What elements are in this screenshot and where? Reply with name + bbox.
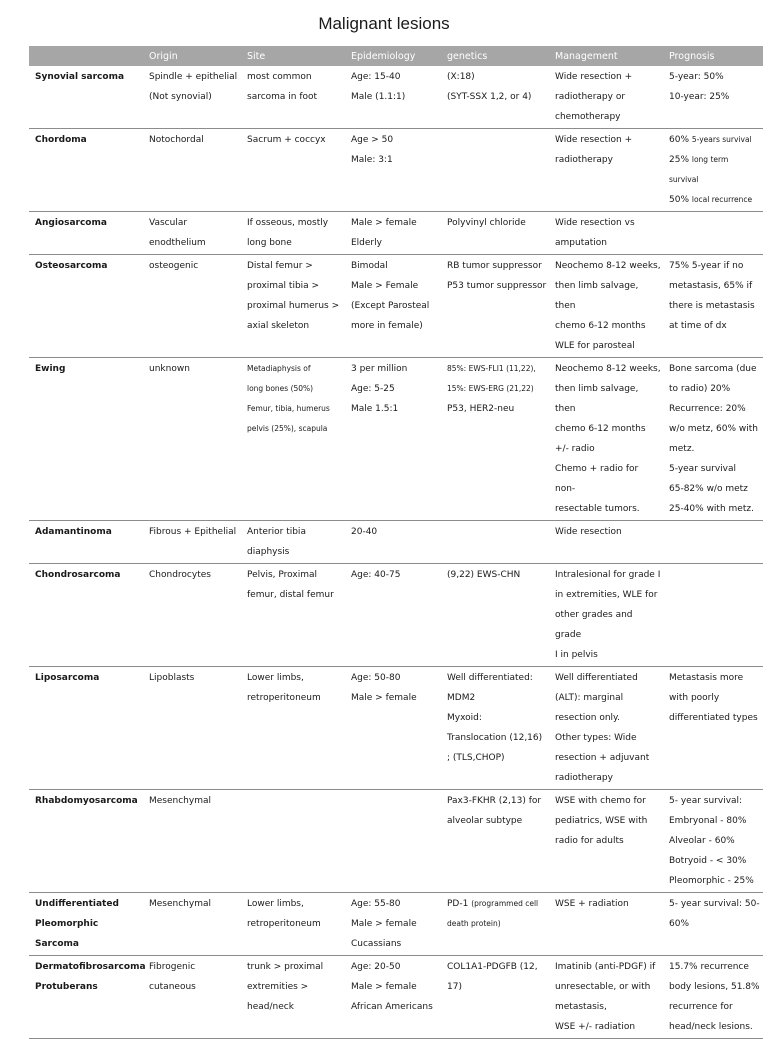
cell-line: (Not synovial) [149, 92, 212, 102]
cell-line: Chondrosarcoma [35, 570, 121, 580]
table-row [29, 956, 763, 1039]
cell-line: amputation [555, 238, 607, 248]
cell-line: 60% [669, 919, 690, 929]
site-cell [241, 255, 345, 358]
cell-line: RB tumor suppressor [447, 261, 542, 271]
genetics-cell [441, 667, 549, 790]
cell-line [669, 130, 761, 150]
table-row [29, 893, 763, 956]
cell-line: metastasis, 65% if [669, 281, 753, 291]
table-row [29, 564, 763, 667]
epidemiology-cell [345, 893, 441, 956]
header-cell [29, 46, 143, 66]
prognosis-cell [663, 564, 763, 667]
cell-line: (SYT-SSX 1,2, or 4) [447, 92, 532, 102]
cell-line: Polyvinyl chloride [447, 218, 526, 228]
cell-line: 25-40% with metz. [669, 504, 754, 514]
cell-text: 60% [669, 135, 692, 145]
cell-line: 65-82% w/o metz [669, 484, 748, 494]
cell-line: P53 tumor suppressor [447, 281, 547, 291]
cell-line: I in pelvis [555, 650, 598, 660]
cell-line: resection + adjuvant [555, 753, 650, 763]
cell-line: Age: 55-80 [351, 899, 401, 909]
origin-cell [143, 956, 241, 1039]
cell-line: w/o metz, 60% with [669, 424, 758, 434]
cell-line: Male 1.5:1 [351, 404, 399, 414]
management-cell [549, 790, 663, 893]
cell-line: head/neck lesions. [669, 1022, 753, 1032]
header-cell: Management [549, 46, 663, 66]
cell-line: 5-year survival [669, 464, 737, 474]
cell-line: WSE + radiation [555, 899, 629, 909]
cell-line: Adamantinoma [35, 527, 112, 537]
cell-line: retroperitoneum [247, 919, 321, 929]
cell-line: Age: 50-80 [351, 673, 401, 683]
cell-line: unresectable, or with [555, 982, 651, 992]
cell-line: Vascular [149, 218, 188, 228]
cell-line: Elderly [351, 238, 382, 248]
cell-line [669, 170, 761, 190]
cell-line: Well differentiated [555, 673, 638, 683]
cell-line: diaphysis [247, 547, 290, 557]
cell-line: chemotherapy [555, 112, 621, 122]
cell-line: Fibrous + Epithelial [149, 527, 237, 537]
cell-line: resection only. [555, 713, 620, 723]
cell-line: Bone sarcoma (due [669, 364, 757, 374]
cell-line: WLE for parosteal [555, 341, 635, 351]
epidemiology-cell [345, 129, 441, 212]
table-row [29, 667, 763, 790]
cell-line: 5-year: 50% [669, 72, 724, 82]
cell-text: PD-1 [447, 899, 472, 909]
cell-line: differentiated types [669, 713, 758, 723]
lesion-name-cell [29, 66, 143, 129]
cell-text: 50% [669, 195, 692, 205]
cell-line: sarcoma in foot [247, 92, 318, 102]
genetics-cell [441, 564, 549, 667]
site-cell [241, 564, 345, 667]
cell-line: Fibrogenic [149, 962, 196, 972]
cell-line: then limb salvage, then [555, 384, 639, 414]
table-row [29, 66, 763, 129]
genetics-cell [441, 893, 549, 956]
cell-line: pediatrics, WSE with [555, 816, 648, 826]
cell-line: Translocation (12,16) [447, 733, 543, 743]
cell-line: COL1A1-PDGFB (12, [447, 962, 538, 972]
cell-line: Chemo + radio for non- [555, 464, 639, 494]
management-cell [549, 893, 663, 956]
prognosis-cell [663, 358, 763, 521]
cell-line: P53, HER2-neu [447, 404, 515, 414]
genetics-cell [441, 129, 549, 212]
lesion-name-cell [29, 358, 143, 521]
cell-line: 3 per million [351, 364, 408, 374]
cell-line: Wide resection vs [555, 218, 635, 228]
header-cell: Origin [143, 46, 241, 66]
lesion-name-cell [29, 212, 143, 255]
cell-line [447, 914, 547, 934]
prognosis-cell [663, 129, 763, 212]
header-cell: Epidemiology [345, 46, 441, 66]
cell-line: Sacrum + coccyx [247, 135, 326, 145]
cell-text: 25% [669, 155, 692, 165]
cell-line: Bimodal [351, 261, 388, 271]
cell-note: long term [691, 155, 729, 164]
management-cell [549, 255, 663, 358]
management-cell [549, 358, 663, 521]
cell-line: radio for adults [555, 836, 624, 846]
cell-line: Recurrence: 20% [669, 404, 746, 414]
lesion-name-cell [29, 667, 143, 790]
table-row [29, 129, 763, 212]
cell-line [669, 150, 761, 170]
cell-line: head/neck [247, 1002, 294, 1012]
table-row [29, 255, 763, 358]
header-cell: Prognosis [663, 46, 763, 66]
site-cell [241, 893, 345, 956]
cell-line: Well differentiated: [447, 673, 533, 683]
cell-line: Botryoid - < 30% [669, 856, 747, 866]
cell-line: Lower limbs, [247, 899, 304, 909]
cell-line: 15%: EWS-ERG (21,22) [447, 384, 534, 393]
cell-line: Age: 5-25 [351, 384, 395, 394]
cell-line: ; (TLS,CHOP) [447, 753, 505, 763]
site-cell [241, 66, 345, 129]
origin-cell [143, 255, 241, 358]
cell-line: Undifferentiated [35, 899, 119, 909]
cell-line: Synovial sarcoma [35, 72, 125, 82]
cell-line: Ewing [35, 364, 66, 374]
cell-line: to radio) 20% [669, 384, 731, 394]
management-cell [549, 129, 663, 212]
cell-line: Male > Female [351, 281, 419, 291]
cell-line: Age: 15-40 [351, 72, 401, 82]
cell-line: other grades and grade [555, 610, 633, 640]
cell-line: 5- year survival: [669, 796, 743, 806]
header-cell: genetics [441, 46, 549, 66]
table-row [29, 790, 763, 893]
site-cell [241, 358, 345, 521]
cell-line: 10-year: 25% [669, 92, 730, 102]
site-cell [241, 667, 345, 790]
origin-cell [143, 521, 241, 564]
cell-line: radiotherapy [555, 155, 613, 165]
prognosis-cell [663, 893, 763, 956]
cell-line: Male: 3:1 [351, 155, 393, 165]
cell-line: retroperitoneum [247, 693, 321, 703]
genetics-cell [441, 790, 549, 893]
cell-line: Pelvis, Proximal [247, 570, 317, 580]
cell-line: then limb salvage, then [555, 281, 639, 311]
table-row [29, 358, 763, 521]
cell-line: Pleomorphic - 25% [669, 876, 754, 886]
cell-line: (X:18) [447, 72, 475, 82]
cell-line: Femur, tibia, humerus [247, 404, 330, 413]
cell-line: unknown [149, 364, 190, 374]
cell-line: 20-40 [351, 527, 378, 537]
table-header-row [29, 46, 763, 66]
cell-line: MDM2 [447, 693, 476, 703]
cell-line: Pleomorphic Sarcoma [35, 919, 99, 949]
cell-line: Myxoid: [447, 713, 482, 723]
epidemiology-cell [345, 521, 441, 564]
cell-note: survival [669, 175, 699, 184]
prognosis-cell [663, 255, 763, 358]
cell-line: Notochordal [149, 135, 204, 145]
prognosis-cell [663, 521, 763, 564]
management-cell [549, 956, 663, 1039]
site-cell [241, 212, 345, 255]
cell-line: 15.7% recurrence [669, 962, 749, 972]
cell-line: resectable tumors. [555, 504, 640, 514]
cell-line: osteogenic [149, 261, 199, 271]
cell-line: Embryonal - 80% [669, 816, 747, 826]
table-row [29, 521, 763, 564]
cell-line: +/- radio [555, 444, 595, 454]
prognosis-cell [663, 66, 763, 129]
origin-cell [143, 66, 241, 129]
cell-line: Male > female [351, 982, 417, 992]
site-cell [241, 956, 345, 1039]
cell-line: Age: 40-75 [351, 570, 401, 580]
cell-line: (ALT): marginal [555, 693, 624, 703]
cell-line: with poorly [669, 693, 720, 703]
cell-line: Other types: Wide [555, 733, 637, 743]
epidemiology-cell [345, 956, 441, 1039]
cell-line: Male > female [351, 218, 417, 228]
cell-line: African Americans [351, 1002, 433, 1012]
lesion-name-cell [29, 129, 143, 212]
lesion-name-cell [29, 564, 143, 667]
lesion-name-cell [29, 790, 143, 893]
origin-cell [143, 893, 241, 956]
genetics-cell [441, 358, 549, 521]
origin-cell [143, 358, 241, 521]
cell-line: proximal humerus > [247, 301, 340, 311]
management-cell [549, 66, 663, 129]
cell-line: Protuberans [35, 982, 98, 992]
cell-line: Imatinib (anti-PDGF) if [555, 962, 656, 972]
cell-line: metastasis, [555, 1002, 607, 1012]
cell-line: Intralesional for grade I [555, 570, 661, 580]
cell-line: Pax3-FKHR (2,13) for [447, 796, 542, 806]
cell-line: axial skeleton [247, 321, 310, 331]
prognosis-cell [663, 667, 763, 790]
genetics-cell [441, 212, 549, 255]
cell-line: Male > female [351, 919, 417, 929]
cell-line: enodthelium [149, 238, 206, 248]
origin-cell [143, 667, 241, 790]
origin-cell [143, 790, 241, 893]
cell-line: Osteosarcoma [35, 261, 108, 271]
cell-line: Dermatofibrosarcoma [35, 962, 146, 972]
cell-line: in extremities, WLE for [555, 590, 658, 600]
prognosis-cell [663, 956, 763, 1039]
cell-line: Metadiaphysis of [247, 364, 311, 373]
cell-line: Cucassians [351, 939, 402, 949]
cell-line: (Except Parosteal [351, 301, 430, 311]
cell-line: If osseous, mostly [247, 218, 329, 228]
epidemiology-cell [345, 790, 441, 893]
prognosis-cell [663, 790, 763, 893]
page-title: Malignant lesions [318, 14, 450, 33]
cell-line: Chondrocytes [149, 570, 211, 580]
management-cell [549, 521, 663, 564]
genetics-cell [441, 956, 549, 1039]
cell-line: Rhabdomyosarcoma [35, 796, 138, 806]
epidemiology-cell [345, 564, 441, 667]
cell-line: trunk > proximal [247, 962, 324, 972]
cell-line: radiotherapy [555, 773, 613, 783]
cell-note: (programmed cell [471, 899, 539, 908]
cell-line: WSE +/- radiation [555, 1022, 636, 1032]
cell-line: Liposarcoma [35, 673, 100, 683]
cell-line: Mesenchymal [149, 899, 211, 909]
epidemiology-cell [345, 358, 441, 521]
cell-line: (9,22) EWS-CHN [447, 570, 521, 580]
origin-cell [143, 212, 241, 255]
management-cell [549, 667, 663, 790]
cell-line: Wide resection [555, 527, 622, 537]
cell-line: Angiosarcoma [35, 218, 107, 228]
cell-line: metz. [669, 444, 695, 454]
cell-line: alveolar subtype [447, 816, 523, 826]
cell-line: more in female) [351, 321, 423, 331]
cell-line: Mesenchymal [149, 796, 211, 806]
genetics-cell [441, 521, 549, 564]
cell-line: Male > female [351, 693, 417, 703]
origin-cell [143, 564, 241, 667]
cell-line: recurrence for [669, 1002, 733, 1012]
cell-line: Neochemo 8-12 weeks, [555, 261, 661, 271]
cell-line: 17) [447, 982, 462, 992]
genetics-cell [441, 66, 549, 129]
cell-line: Anterior tibia [247, 527, 306, 537]
lesion-name-cell [29, 255, 143, 358]
cell-line: pelvis (25%), scapula [247, 424, 328, 433]
site-cell [241, 790, 345, 893]
cell-line: Chordoma [35, 135, 87, 145]
cell-line: there is metastasis [669, 301, 755, 311]
cell-line: body lesions, 51.8% [669, 982, 760, 992]
cell-line: chemo 6-12 months [555, 424, 646, 434]
cell-line: Age: 20-50 [351, 962, 401, 972]
cell-note: 5-years survival [691, 135, 752, 144]
cell-line: most common [247, 72, 312, 82]
management-cell [549, 212, 663, 255]
cell-line: extremities > [247, 982, 309, 992]
cell-line: Wide resection + [555, 135, 633, 145]
epidemiology-cell [345, 667, 441, 790]
cell-line: femur, distal femur [247, 590, 334, 600]
lesion-name-cell [29, 956, 146, 1039]
lesion-name-cell [29, 893, 143, 956]
cell-line: Lower limbs, [247, 673, 304, 683]
cell-line: Wide resection + [555, 72, 633, 82]
cell-line: proximal tibia > [247, 281, 320, 291]
site-cell [241, 129, 345, 212]
cell-line: WSE with chemo for [555, 796, 646, 806]
cell-line: radiotherapy or [555, 92, 626, 102]
cell-line: at time of dx [669, 321, 727, 331]
site-cell [241, 521, 345, 564]
cell-line [447, 894, 547, 914]
cell-line: Age > 50 [351, 135, 394, 145]
prognosis-cell [663, 212, 763, 255]
malignant-lesions-table [29, 46, 763, 1039]
epidemiology-cell [345, 66, 441, 129]
cell-line: 5- year survival: 50- [669, 899, 760, 909]
cell-line: 75% 5-year if no [669, 261, 744, 271]
cell-line: Spindle + epithelial [149, 72, 238, 82]
cell-line [669, 190, 761, 210]
epidemiology-cell [345, 212, 441, 255]
epidemiology-cell [345, 255, 441, 358]
cell-line: 85%: EWS-FLI1 (11,22), [447, 364, 536, 373]
management-cell [549, 564, 663, 667]
cell-line: Lipoblasts [149, 673, 195, 683]
lesion-name-cell [29, 521, 143, 564]
cell-line: Alveolar - 60% [669, 836, 735, 846]
cell-line: long bones (50%) [247, 384, 314, 393]
cell-line: Male (1.1:1) [351, 92, 406, 102]
cell-line: cutaneous [149, 982, 196, 992]
cell-line: chemo 6-12 months [555, 321, 646, 331]
cell-line: Metastasis more [669, 673, 744, 683]
origin-cell [143, 129, 241, 212]
cell-note: local recurrence [691, 195, 753, 204]
cell-line: long bone [247, 238, 292, 248]
header-cell: Site [241, 46, 345, 66]
genetics-cell [441, 255, 549, 358]
table-row [29, 212, 763, 255]
cell-note: death protein) [447, 919, 501, 928]
cell-line: Distal femur > [247, 261, 313, 271]
cell-line: Neochemo 8-12 weeks, [555, 364, 661, 374]
